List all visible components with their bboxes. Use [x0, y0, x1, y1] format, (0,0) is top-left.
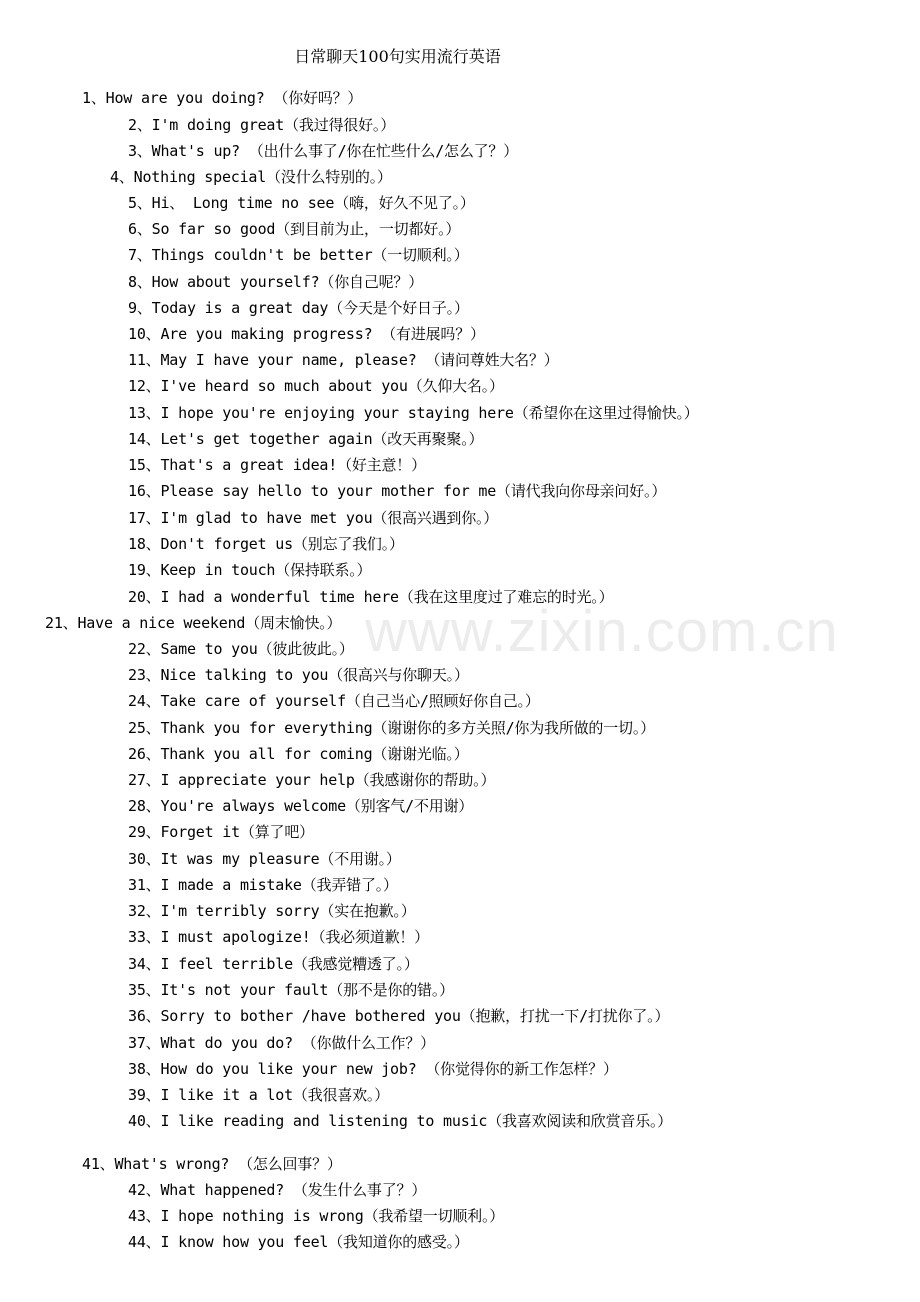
phrase-line: 10、Are you making progress? （有进展吗？） — [128, 325, 485, 343]
phrase-line: 8、How about yourself?（你自己呢？） — [128, 273, 424, 291]
phrase-line: 12、I've heard so much about you（久仰大名。） — [128, 377, 504, 395]
phrase-line: 34、I feel terrible（我感觉糟透了。） — [128, 955, 419, 973]
phrase-line: 13、I hope you're enjoying your staying here（希望你在这里过得愉快。） — [128, 404, 699, 422]
phrase-line: 37、What do you do? （你做什么工作？） — [128, 1034, 435, 1052]
phrase-line: 43、I hope nothing is wrong（我希望一切顺利。） — [128, 1207, 505, 1225]
phrase-line: 18、Don't forget us（别忘了我们。） — [128, 535, 404, 553]
phrase-line: 19、Keep in touch（保持联系。） — [128, 561, 372, 579]
phrase-line: 3、What's up? （出什么事了/你在忙些什么/怎么了？） — [128, 142, 519, 160]
phrase-line: 36、Sorry to bother /have bothered you（抱歉，打扰一下/打扰你了。） — [128, 1007, 670, 1025]
phrase-line: 24、Take care of yourself（自己当心/照顾好你自己。） — [128, 692, 540, 710]
phrase-line: 38、How do you like your new job? （你觉得你的新工作怎样？） — [128, 1060, 618, 1078]
phrase-line: 40、I like reading and listening to music（我喜欢阅读和欣赏音乐。） — [128, 1112, 673, 1130]
phrase-line: 6、So far so good（到目前为止，一切都好。） — [128, 220, 461, 238]
phrase-line: 4、Nothing special（没什么特别的。） — [110, 168, 392, 186]
phrase-line: 25、Thank you for everything（谢谢你的多方关照/你为我所做的一切。） — [128, 719, 655, 737]
phrase-line: 9、Today is a great day（今天是个好日子。） — [128, 299, 469, 317]
phrase-line: 20、I had a wonderful time here（我在这里度过了难忘的时光。） — [128, 588, 614, 606]
phrase-line: 30、It was my pleasure（不用谢。） — [128, 850, 401, 868]
phrase-line: 32、I'm terribly sorry（实在抱歉。） — [128, 902, 416, 920]
phrase-line: 15、That's a great idea!（好主意！） — [128, 456, 426, 474]
phrase-line: 29、Forget it（算了吧） — [128, 823, 314, 841]
phrase-line: 1、How are you doing? （你好吗？） — [82, 89, 363, 107]
phrase-line: 22、Same to you（彼此彼此。） — [128, 640, 354, 658]
phrase-line: 33、I must apologize!（我必须道歉！） — [128, 928, 429, 946]
phrase-line: 31、I made a mistake（我弄错了。） — [128, 876, 398, 894]
page-title: 日常聊天100句实用流行英语 — [294, 47, 501, 66]
phrase-line: 21、Have a nice weekend（周末愉快。） — [45, 614, 342, 632]
phrase-line: 14、Let's get together again（改天再聚聚。） — [128, 430, 484, 448]
phrase-line: 39、I like it a lot（我很喜欢。） — [128, 1086, 390, 1104]
watermark: www.zixin.com.cn — [365, 599, 839, 664]
phrase-line: 11、May I have your name, please? （请问尊姓大名？） — [128, 351, 559, 369]
phrase-line: 17、I'm glad to have met you（很高兴遇到你。） — [128, 509, 499, 527]
phrase-line: 23、Nice talking to you（很高兴与你聊天。） — [128, 666, 469, 684]
phrase-line: 44、I know how you feel（我知道你的感受。） — [128, 1233, 469, 1251]
phrase-line: 7、Things couldn't be better（一切顺利。） — [128, 246, 469, 264]
phrase-line: 5、Hi、 Long time no see（嗨，好久不见了。） — [128, 194, 475, 212]
phrase-line: 16、Please say hello to your mother for me（请代我向你母亲问好。） — [128, 482, 667, 500]
phrase-line: 2、I'm doing great（我过得很好。） — [128, 116, 395, 134]
phrase-line: 28、You're always welcome（别客气/不用谢） — [128, 797, 474, 815]
phrase-line: 27、I appreciate your help（我感谢你的帮助。） — [128, 771, 496, 789]
phrase-line: 42、What happened? （发生什么事了？） — [128, 1181, 427, 1199]
phrase-line: 26、Thank you all for coming（谢谢光临。） — [128, 745, 469, 763]
phrase-line: 35、It's not your fault（那不是你的错。） — [128, 981, 454, 999]
phrase-line: 41、What's wrong? （怎么回事？） — [82, 1155, 342, 1173]
